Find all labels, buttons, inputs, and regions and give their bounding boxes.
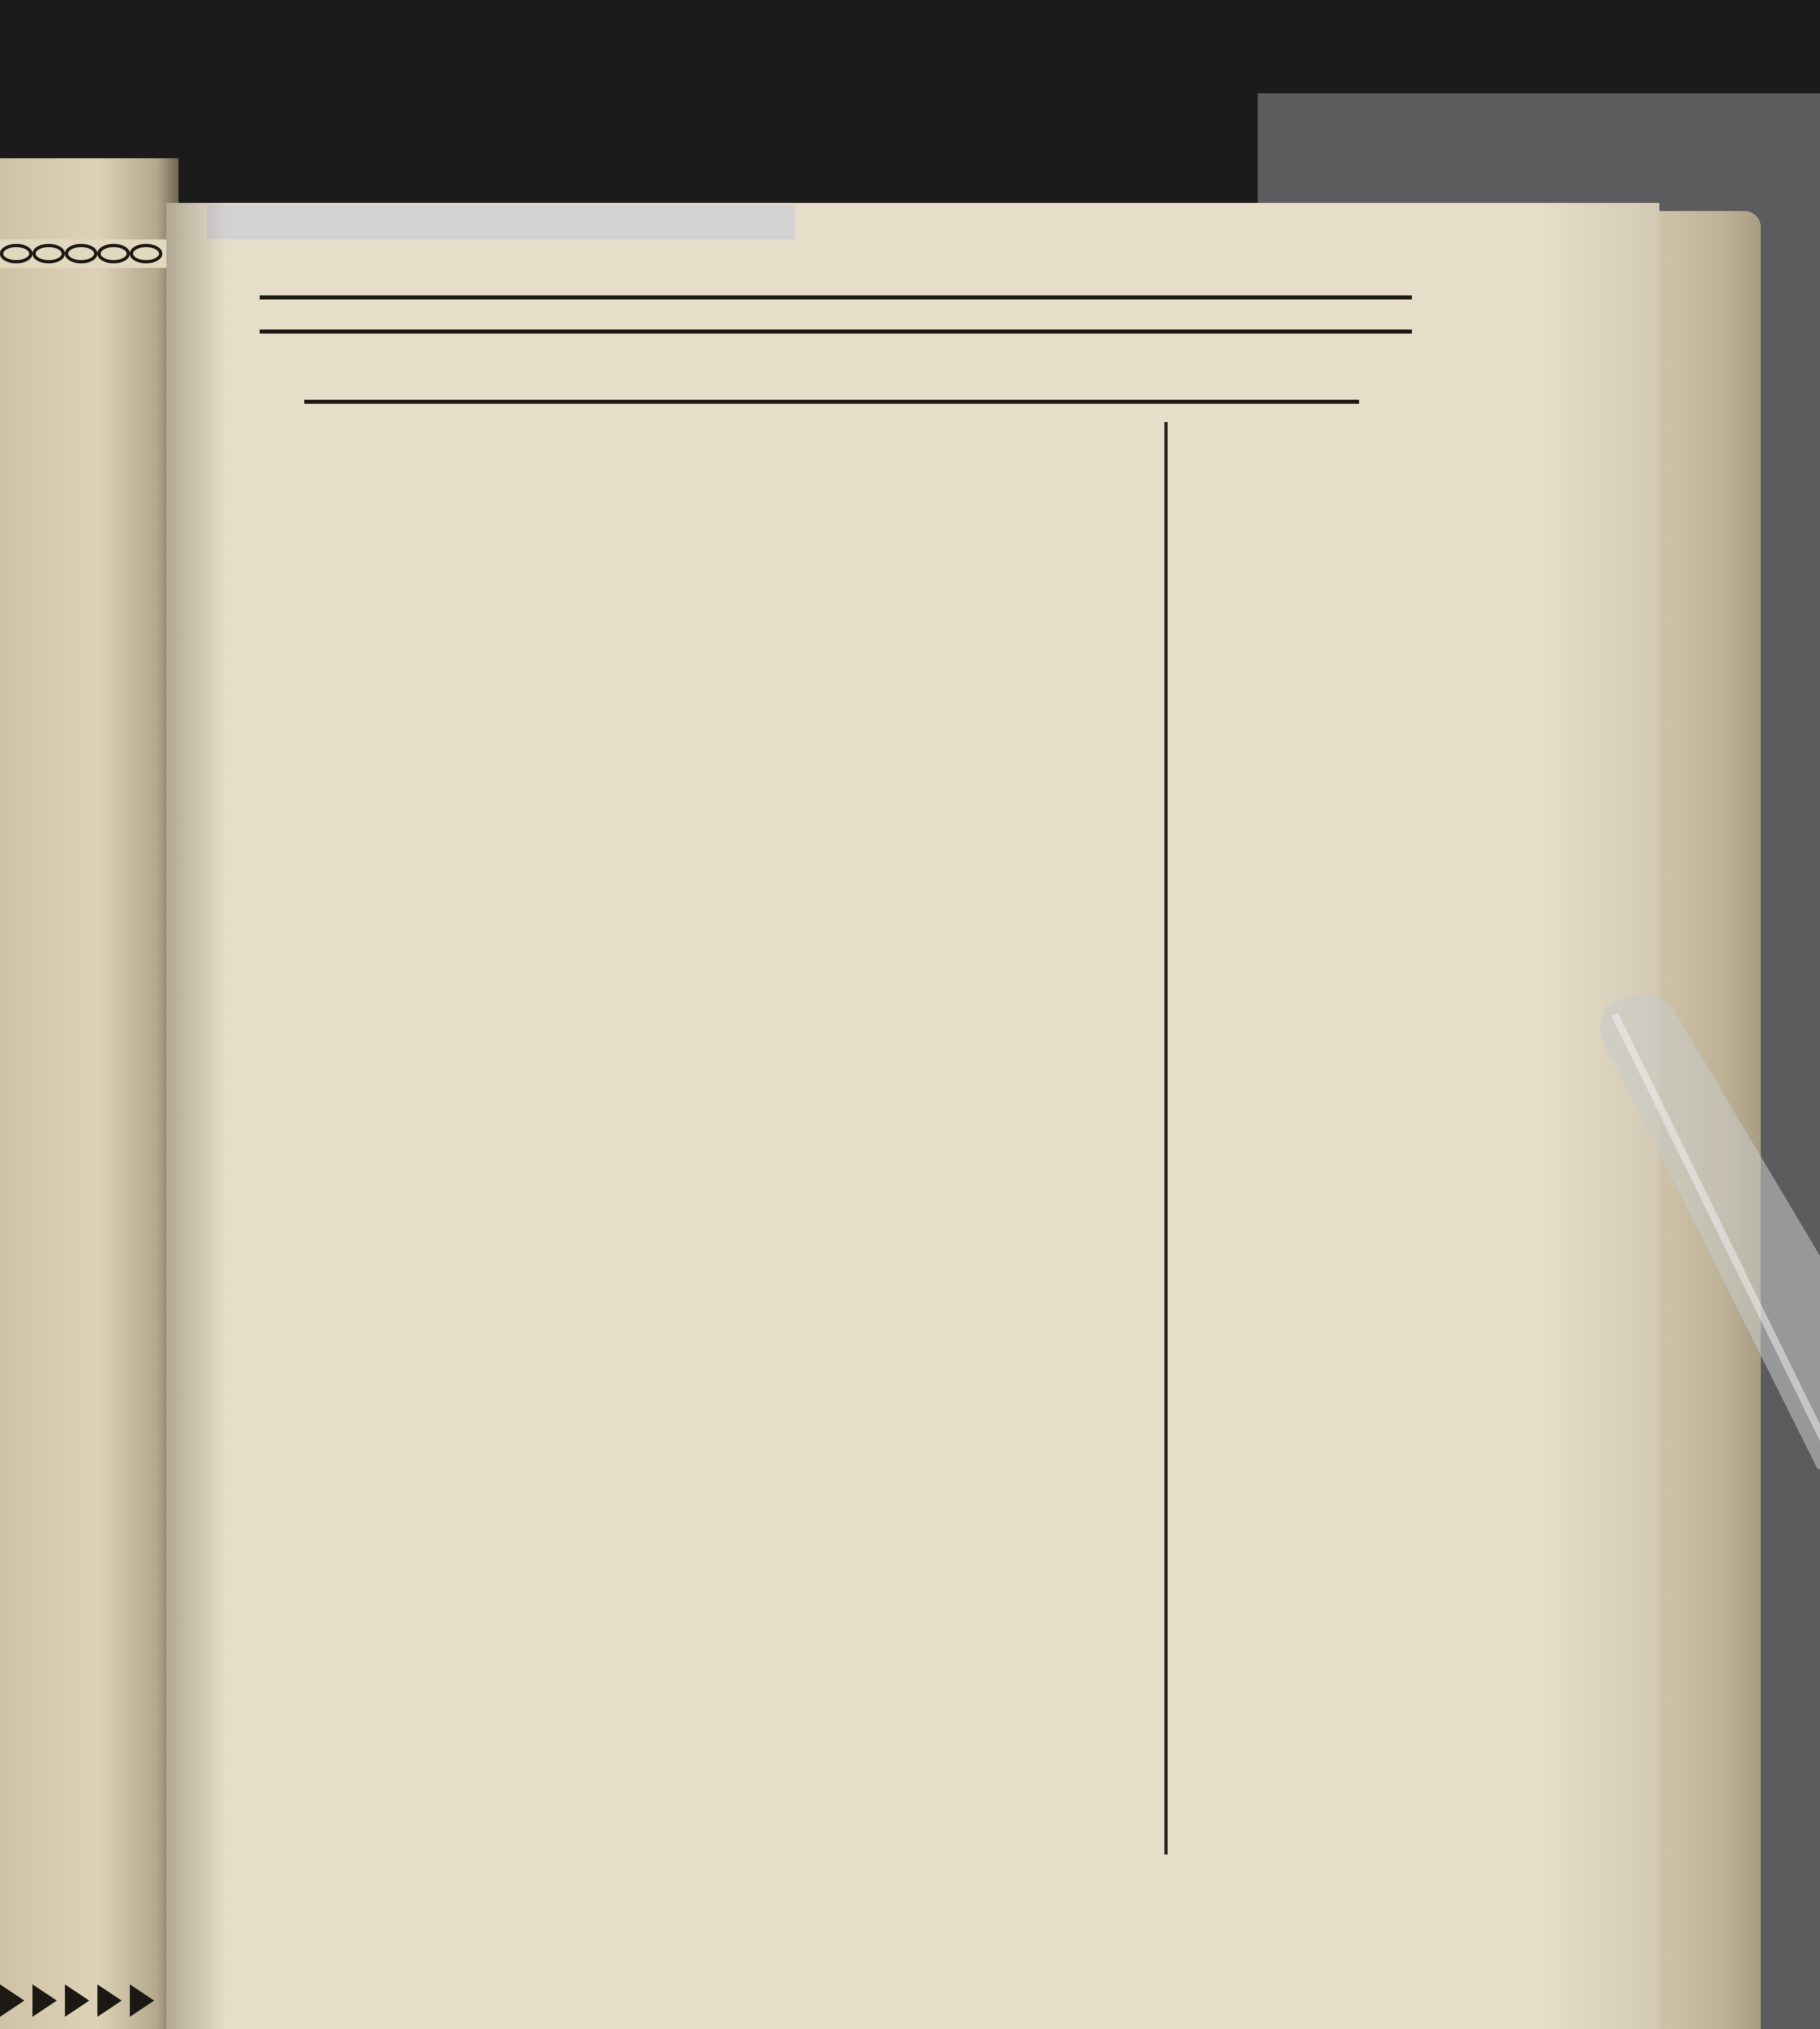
left-bottom-ornament <box>0 1976 174 2025</box>
text-line <box>300 1715 1160 1771</box>
text-line <box>300 1185 1160 1242</box>
text-line <box>300 826 1160 883</box>
text-line <box>300 1828 1160 1885</box>
top-ornament-border <box>260 292 1412 337</box>
text-line <box>300 418 1160 475</box>
text-line <box>300 765 1160 822</box>
text-line <box>300 477 1160 534</box>
text-line <box>300 1242 1160 1299</box>
text-line <box>300 1599 1160 1656</box>
text-line <box>300 1477 1160 1534</box>
text-line <box>300 1006 1160 1063</box>
text-line <box>300 534 1160 590</box>
text-line <box>300 1355 1160 1412</box>
text-line <box>300 647 1160 704</box>
right-ornament-border <box>1377 321 1414 1923</box>
text-line <box>300 1128 1160 1185</box>
text-line <box>300 590 1160 647</box>
text-line <box>300 1416 1160 1473</box>
text-line <box>300 885 1160 941</box>
text-line <box>300 708 1160 765</box>
left-ornament-border <box>260 321 296 1923</box>
plastic-page-holder <box>1590 982 1820 1469</box>
left-ornament-band <box>0 239 174 268</box>
tape-strip <box>207 205 795 239</box>
header-rule <box>304 400 1359 404</box>
text-line <box>300 1771 1160 1828</box>
text-line <box>300 1885 1160 1942</box>
left-facing-page <box>0 158 179 2029</box>
text-line <box>300 946 1160 1002</box>
text-line <box>300 1065 1160 1122</box>
margin-column-rule <box>1164 422 1168 1855</box>
text-line <box>300 1538 1160 1595</box>
text-line <box>300 1658 1160 1715</box>
text-line <box>300 1299 1160 1355</box>
